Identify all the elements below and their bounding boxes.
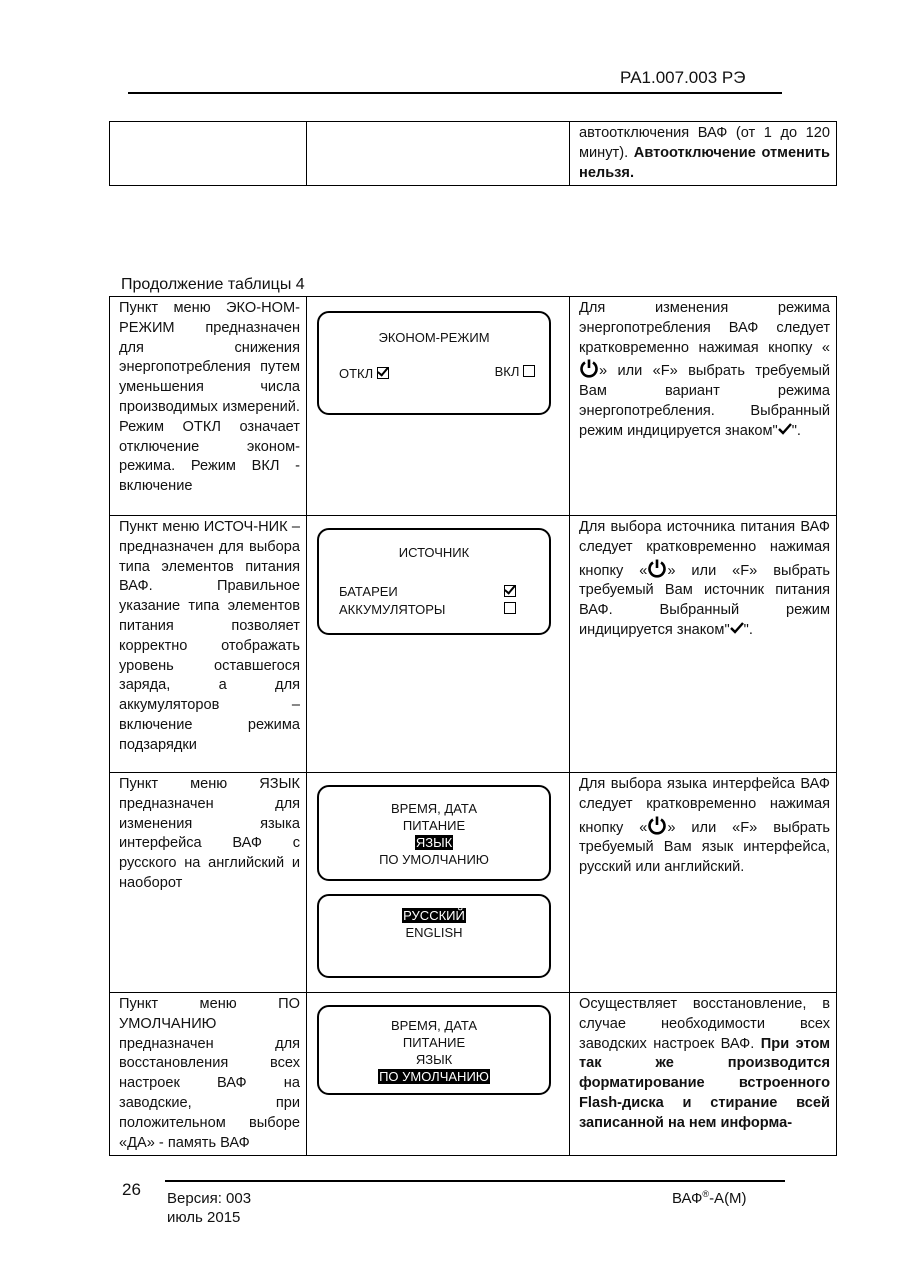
lcd-screen — [317, 311, 551, 415]
checkbox-empty-icon — [504, 602, 516, 614]
lcd-menu-screen — [317, 1005, 551, 1095]
option-batteries: БАТАРЕИ — [339, 584, 398, 599]
table-row — [110, 297, 837, 516]
lcd-screen — [317, 528, 551, 635]
menu-item-datetime: ВРЕМЯ, ДАТА — [390, 1018, 478, 1033]
screen-title: ЭКОНОМ-РЕЖИМ — [378, 330, 490, 345]
menu-item-language: ЯЗЫК — [415, 835, 453, 850]
top-cell-1 — [110, 122, 307, 186]
menu-item-defaults: ПО УМОЛЧАНИЮ — [379, 852, 489, 867]
checkbox-checked-icon — [377, 367, 389, 379]
row-explanation: Для выбора источника питания ВАФ следует кратковременно нажимая кнопку « » или «F» выбрать требуемый Вам источник питания ВАФ. Выбранный режим индицируется знаком" ". — [570, 516, 837, 773]
language-english: ENGLISH — [405, 925, 463, 940]
row-description: Пункт меню ИСТОЧ-НИК – предназначен для выбора типа элементов питания ВАФ. Правильное указание типа элементов питания позволяет корректно отображать уровень оставшегося заряда, а для аккумуляторов – включение режима подзарядки — [110, 516, 307, 773]
row-screen-cell — [307, 297, 570, 516]
menu-item-power: ПИТАНИЕ — [402, 1035, 466, 1050]
top-cell-2 — [307, 122, 570, 186]
table-caption: Продолжение таблицы 4 — [121, 276, 305, 293]
language-russian: РУССКИЙ — [403, 908, 465, 923]
checkbox-empty-icon — [523, 365, 535, 377]
option-accumulators: АККУМУЛЯТОРЫ — [339, 602, 446, 617]
main-table — [109, 296, 837, 1156]
menu-item-datetime: ВРЕМЯ, ДАТА — [390, 801, 478, 816]
version-info: Версия: 003 июль 2015 — [167, 1190, 252, 1226]
document-code: РА1.007.003 РЭ — [620, 68, 746, 87]
row-screen-cell — [307, 516, 570, 773]
menu-item-language: ЯЗЫК — [415, 1052, 453, 1067]
row-description: Пункт меню ЭКО-НОМ-РЕЖИМ предназначен для снижения энергопотребления путем уменьшения числа производимых измерений. Режим ОТКЛ означает отключение эконом-режима. Режим ВКЛ - включение — [110, 297, 307, 516]
row-screen-cell — [307, 773, 570, 993]
product-name: ВАФ®-А(М) — [672, 1189, 747, 1207]
checkmark-icon — [778, 423, 792, 435]
screen-title: ИСТОЧНИК — [398, 545, 470, 560]
row-description: Пункт меню ЯЗЫК предназначен для изменения языка интерфейса ВАФ с русского на английский и наоборот — [110, 773, 307, 993]
top-cell-3: автоотключения ВАФ (от 1 до 120 минут). Автоотключение отменить нельзя. — [570, 122, 837, 186]
table-row — [110, 993, 837, 1156]
lcd-menu-screen — [317, 785, 551, 881]
power-icon — [647, 815, 667, 835]
row-description: Пункт меню ПО УМОЛЧАНИЮ предназначен для восстановления всех настроек ВАФ на заводские, при положительном выборе «ДА» - память ВАФ — [110, 993, 307, 1156]
table-row — [110, 516, 837, 773]
power-icon — [647, 558, 667, 578]
row-screen-cell — [307, 993, 570, 1156]
top-table — [109, 121, 837, 186]
option-off: ОТКЛ — [339, 365, 389, 382]
footer-rule — [165, 1180, 785, 1182]
row-explanation: Для выбора языка интерфейса ВАФ следует кратковременно нажимая кнопку « » или «F» выбрать требуемый Вам язык интерфейса, русский или английский. — [570, 773, 837, 993]
header-rule — [128, 92, 782, 94]
checkbox-checked-icon — [504, 585, 516, 597]
row-explanation: Осуществляет восстановление, в случае необходимости всех заводских настроек ВАФ. При этом так же производится форматирование встроенного Flash-диска и стирание всей записанной на нем информа- — [570, 993, 837, 1156]
option-on: ВКЛ — [495, 363, 535, 380]
checkmark-icon — [730, 622, 744, 634]
menu-item-power: ПИТАНИЕ — [402, 818, 466, 833]
page-number: 26 — [122, 1180, 141, 1199]
lcd-language-screen — [317, 894, 551, 978]
power-icon — [579, 358, 599, 378]
row-explanation: Для изменения режима энергопотребления ВАФ следует кратковременно нажимая кнопку «» или «F» выбрать требуемый Вам вариант режима энергопотребления. Выбранный режим индицируется знаком" ". — [570, 297, 837, 516]
menu-item-defaults: ПО УМОЛЧАНИЮ — [379, 1069, 489, 1084]
table-row — [110, 773, 837, 993]
